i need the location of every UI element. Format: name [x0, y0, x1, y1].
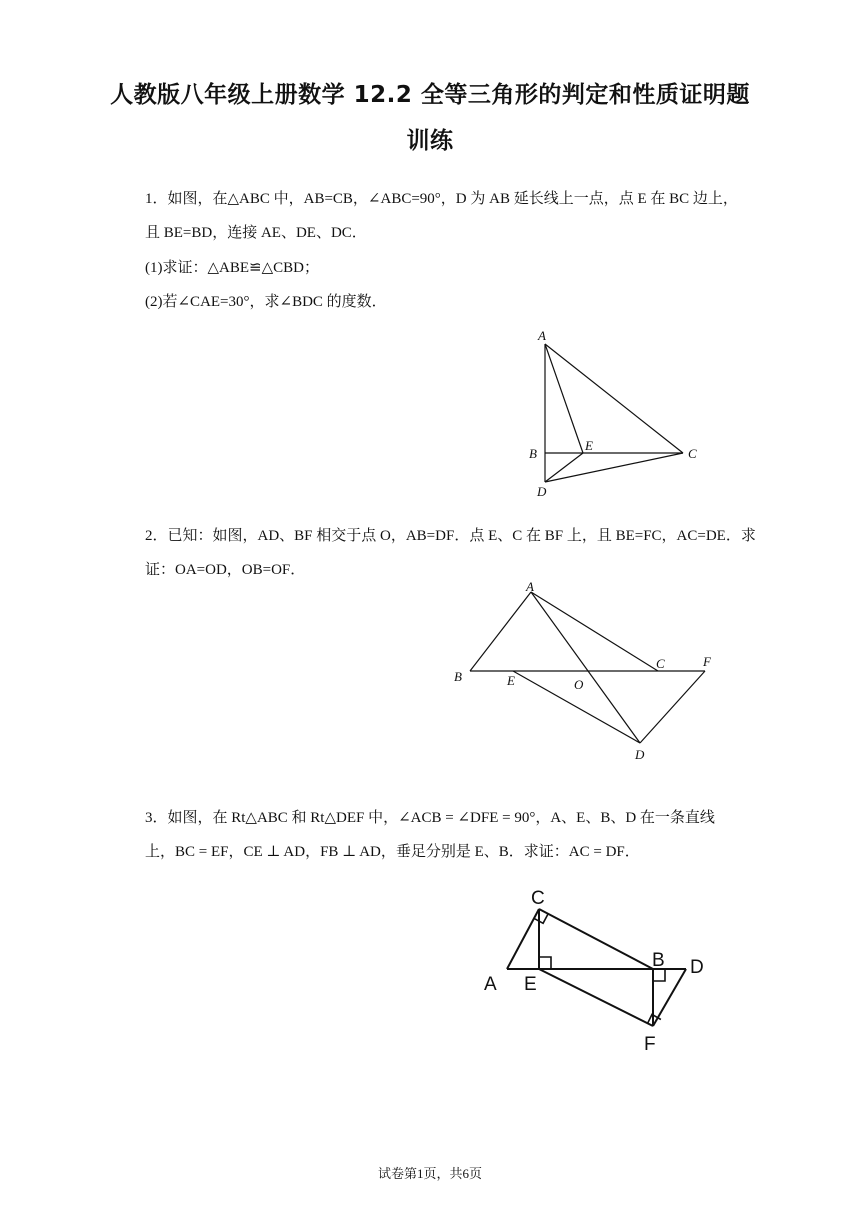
q1-segment-ac — [545, 344, 683, 453]
q2-label-c: C — [656, 656, 665, 671]
q3-text-line2: 上，BC = EF，CE ⊥ AD，FB ⊥ AD，垂足分别是 E、B．求证：AC = DF． — [145, 844, 640, 860]
q2-label-e: E — [507, 673, 515, 688]
q2-segment-ab — [470, 592, 531, 671]
q1-text-line2: 且 BE=BD，连接 AE、DE、DC． — [145, 225, 367, 241]
q2-text-line2: 证：OA=OD，OB=OF． — [145, 562, 306, 578]
q1-text-line1: 1．如图，在△ABC 中，AB=CB，∠ABC=90°，D 为 AB 延长线上一点，点 E 在 BC 边上， — [145, 191, 738, 207]
q2-segment-fd — [640, 671, 705, 743]
page-footer: 试卷第1页，共6页 — [377, 1166, 482, 1181]
page-title-line2: 训练 — [406, 128, 454, 154]
q1-figure — [520, 325, 720, 505]
q1-label-a: A — [538, 328, 546, 343]
q3-label-e: E — [524, 974, 537, 995]
q1-label-b: B — [529, 446, 537, 461]
q3-segment-ac — [507, 909, 539, 969]
q1-text-line3: (1)求证：△ABE≌△CBD； — [145, 260, 319, 276]
page-title-line1: 人教版八年级上册数学 12.2 全等三角形的判定和性质证明题 — [110, 82, 750, 108]
q1-label-e: E — [585, 438, 593, 453]
q2-label-d: D — [635, 747, 645, 762]
q3-segment-ef — [539, 969, 653, 1026]
q3-figure — [480, 880, 720, 1055]
q3-segment-cb — [539, 909, 653, 969]
q1-label-c: C — [688, 446, 697, 461]
q2-segment-ad — [531, 592, 640, 743]
q3-label-b: B — [652, 950, 665, 971]
q2-figure — [450, 580, 720, 765]
q2-text-line1: 2．已知：如图，AD、BF 相交于点 O，AB=DF．点 E、C 在 BF 上，且 BE=FC，AC=DE．求 — [145, 528, 756, 544]
q3-right-angle-e — [539, 957, 551, 969]
q3-label-c: C — [531, 888, 545, 909]
q3-text-line1: 3．如图，在 Rt△ABC 和 Rt△DEF 中，∠ACB = ∠DFE = 90°，A、E、B、D 在一条直线 — [145, 810, 715, 826]
q3-label-f: F — [644, 1034, 656, 1055]
q2-label-a: A — [526, 579, 534, 594]
q1-label-d: D — [537, 484, 547, 499]
q2-label-o: O — [574, 677, 584, 692]
q1-segment-ae — [545, 344, 583, 453]
q2-segment-ac — [531, 592, 658, 671]
q3-label-a: A — [484, 974, 497, 995]
q1-text-line4: (2)若∠CAE=30°，求∠BDC 的度数． — [145, 294, 387, 310]
q3-label-d: D — [690, 957, 704, 978]
q1-segment-dc — [545, 453, 683, 482]
q2-label-b: B — [454, 669, 462, 684]
q2-label-f: F — [703, 654, 711, 669]
